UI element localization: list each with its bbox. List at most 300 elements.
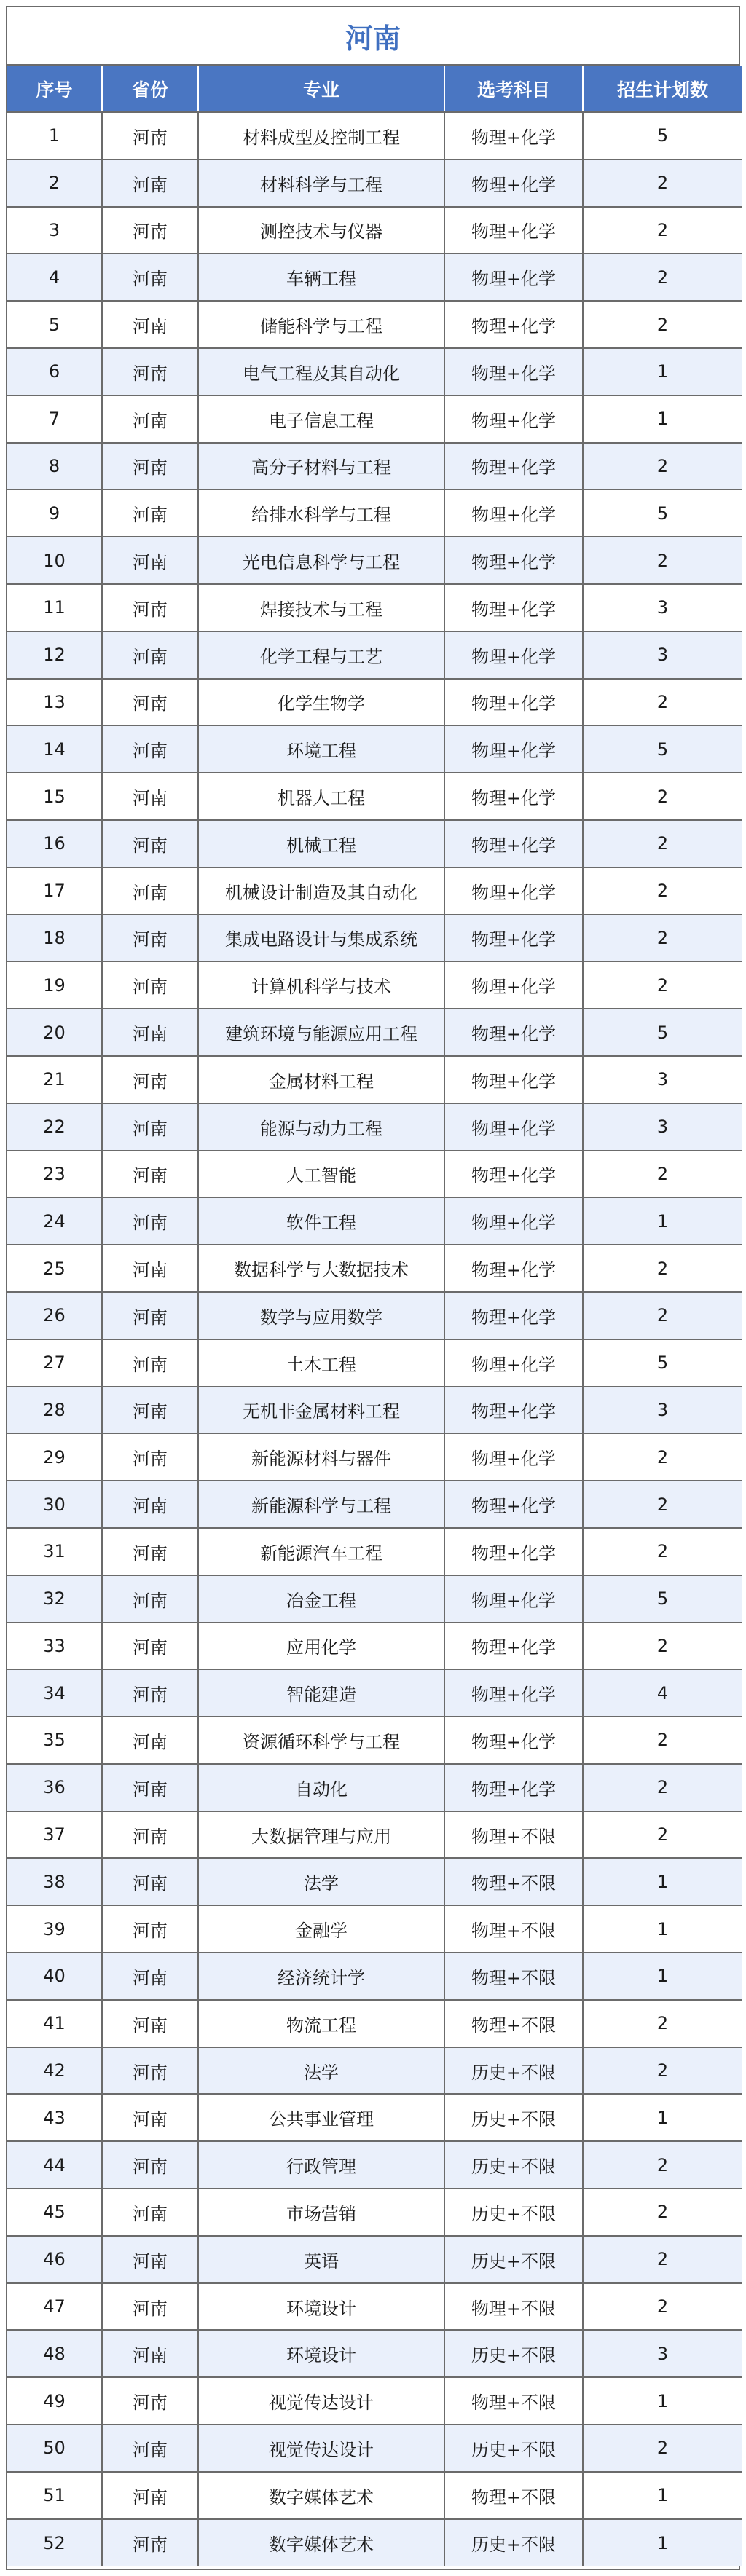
cell-major: 行政管理 <box>198 2141 444 2189</box>
table-row <box>7 2283 742 2331</box>
cell-province: 河南 <box>102 112 198 159</box>
cell-subjects: 物理+化学 <box>444 1056 583 1103</box>
cell-major: 数据科学与大数据技术 <box>198 1245 444 1292</box>
cell-province: 河南 <box>102 2425 198 2472</box>
cell-province: 河南 <box>102 1009 198 1056</box>
cell-province: 河南 <box>102 1669 198 1717</box>
cell-major: 软件工程 <box>198 1197 444 1245</box>
cell-plan-count: 2 <box>583 1151 742 1198</box>
cell-subjects: 物理+化学 <box>444 773 583 820</box>
table-row <box>7 2094 742 2141</box>
cell-plan-count: 2 <box>583 915 742 962</box>
cell-subjects: 物理+化学 <box>444 301 583 348</box>
cell-index: 49 <box>7 2377 102 2425</box>
table-row <box>7 1481 742 1528</box>
cell-major: 机器人工程 <box>198 773 444 820</box>
cell-plan-count: 2 <box>583 961 742 1009</box>
cell-province: 河南 <box>102 2000 198 2047</box>
cell-province: 河南 <box>102 1197 198 1245</box>
table-row <box>7 1245 742 1292</box>
cell-index: 36 <box>7 1764 102 1811</box>
cell-province: 河南 <box>102 2330 198 2377</box>
cell-plan-count: 5 <box>583 725 742 773</box>
cell-subjects: 物理+化学 <box>444 631 583 679</box>
cell-index: 43 <box>7 2094 102 2141</box>
cell-major: 冶金工程 <box>198 1575 444 1623</box>
cell-province: 河南 <box>102 1056 198 1103</box>
table-row <box>7 1433 742 1481</box>
cell-province: 河南 <box>102 489 198 537</box>
cell-index: 48 <box>7 2330 102 2377</box>
cell-plan-count: 2 <box>583 1433 742 1481</box>
cell-province: 河南 <box>102 1717 198 1764</box>
cell-province: 河南 <box>102 207 198 254</box>
cell-plan-count: 2 <box>583 537 742 584</box>
cell-index: 18 <box>7 915 102 962</box>
table-row <box>7 253 742 301</box>
cell-major: 建筑环境与能源应用工程 <box>198 1009 444 1056</box>
table-row <box>7 2330 742 2377</box>
table-row <box>7 584 742 631</box>
cell-index: 8 <box>7 443 102 490</box>
cell-plan-count: 2 <box>583 820 742 867</box>
cell-province: 河南 <box>102 1433 198 1481</box>
cell-index: 50 <box>7 2425 102 2472</box>
cell-subjects: 物理+化学 <box>444 820 583 867</box>
cell-index: 34 <box>7 1669 102 1717</box>
cell-index: 41 <box>7 2000 102 2047</box>
cell-index: 2 <box>7 159 102 207</box>
cell-plan-count: 3 <box>583 1056 742 1103</box>
cell-province: 河南 <box>102 2047 198 2095</box>
header-subjects: 选考科目 <box>444 66 583 112</box>
cell-province: 河南 <box>102 773 198 820</box>
table-row <box>7 1292 742 1339</box>
cell-index: 44 <box>7 2141 102 2189</box>
cell-plan-count: 2 <box>583 253 742 301</box>
cell-subjects: 物理+化学 <box>444 867 583 915</box>
cell-major: 无机非金属材料工程 <box>198 1387 444 1434</box>
cell-major: 环境设计 <box>198 2330 444 2377</box>
cell-major: 焊接技术与工程 <box>198 584 444 631</box>
table-row <box>7 1575 742 1623</box>
cell-subjects: 物理+化学 <box>444 1151 583 1198</box>
cell-major: 人工智能 <box>198 1151 444 1198</box>
table-row <box>7 348 742 395</box>
table-row <box>7 2000 742 2047</box>
cell-plan-count: 1 <box>583 2094 742 2141</box>
table-title: 河南 <box>7 7 739 66</box>
cell-province: 河南 <box>102 1151 198 1198</box>
cell-plan-count: 2 <box>583 1717 742 1764</box>
cell-province: 河南 <box>102 679 198 726</box>
cell-subjects: 物理+化学 <box>444 159 583 207</box>
table-row <box>7 112 742 159</box>
cell-major: 公共事业管理 <box>198 2094 444 2141</box>
cell-subjects: 物理+化学 <box>444 1245 583 1292</box>
table-row <box>7 1387 742 1434</box>
cell-index: 42 <box>7 2047 102 2095</box>
cell-subjects: 物理+化学 <box>444 1387 583 1434</box>
cell-index: 10 <box>7 537 102 584</box>
cell-plan-count: 5 <box>583 1009 742 1056</box>
cell-plan-count: 1 <box>583 348 742 395</box>
table-row <box>7 301 742 348</box>
cell-major: 应用化学 <box>198 1623 444 1670</box>
cell-province: 河南 <box>102 867 198 915</box>
cell-index: 28 <box>7 1387 102 1434</box>
cell-major: 法学 <box>198 2047 444 2095</box>
cell-plan-count: 2 <box>583 2000 742 2047</box>
cell-subjects: 物理+化学 <box>444 1292 583 1339</box>
cell-major: 计算机科学与技术 <box>198 961 444 1009</box>
cell-major: 材料成型及控制工程 <box>198 112 444 159</box>
cell-plan-count: 2 <box>583 1528 742 1575</box>
cell-index: 17 <box>7 867 102 915</box>
cell-plan-count: 2 <box>583 301 742 348</box>
table-row <box>7 679 742 726</box>
cell-plan-count: 2 <box>583 1245 742 1292</box>
cell-major: 材料科学与工程 <box>198 159 444 207</box>
cell-major: 新能源汽车工程 <box>198 1528 444 1575</box>
cell-province: 河南 <box>102 725 198 773</box>
cell-subjects: 物理+化学 <box>444 1009 583 1056</box>
cell-province: 河南 <box>102 1387 198 1434</box>
cell-plan-count: 2 <box>583 2047 742 2095</box>
cell-province: 河南 <box>102 537 198 584</box>
cell-subjects: 物理+化学 <box>444 1528 583 1575</box>
cell-plan-count: 2 <box>583 2425 742 2472</box>
cell-index: 39 <box>7 1905 102 1953</box>
cell-subjects: 物理+化学 <box>444 1481 583 1528</box>
cell-index: 25 <box>7 1245 102 1292</box>
cell-major: 金融学 <box>198 1905 444 1953</box>
cell-major: 测控技术与仪器 <box>198 207 444 254</box>
cell-index: 3 <box>7 207 102 254</box>
cell-index: 15 <box>7 773 102 820</box>
cell-major: 新能源材料与器件 <box>198 1433 444 1481</box>
cell-plan-count: 1 <box>583 2472 742 2519</box>
cell-plan-count: 3 <box>583 631 742 679</box>
cell-major: 新能源科学与工程 <box>198 1481 444 1528</box>
cell-plan-count: 1 <box>583 1953 742 2000</box>
cell-index: 9 <box>7 489 102 537</box>
enrollment-table <box>7 66 742 2566</box>
cell-plan-count: 1 <box>583 2377 742 2425</box>
cell-province: 河南 <box>102 961 198 1009</box>
cell-major: 数字媒体艺术 <box>198 2472 444 2519</box>
cell-index: 13 <box>7 679 102 726</box>
cell-index: 38 <box>7 1858 102 1905</box>
enrollment-table-card <box>6 6 740 2570</box>
cell-index: 12 <box>7 631 102 679</box>
table-row <box>7 2047 742 2095</box>
cell-subjects: 物理+化学 <box>444 1197 583 1245</box>
cell-major: 资源循环科学与工程 <box>198 1717 444 1764</box>
cell-major: 电子信息工程 <box>198 395 444 443</box>
cell-province: 河南 <box>102 301 198 348</box>
cell-subjects: 物理+化学 <box>444 1717 583 1764</box>
cell-subjects: 物理+不限 <box>444 2472 583 2519</box>
cell-subjects: 物理+化学 <box>444 489 583 537</box>
cell-province: 河南 <box>102 1245 198 1292</box>
cell-subjects: 历史+不限 <box>444 2141 583 2189</box>
cell-subjects: 物理+不限 <box>444 1858 583 1905</box>
cell-plan-count: 1 <box>583 395 742 443</box>
cell-plan-count: 2 <box>583 2141 742 2189</box>
cell-major: 经济统计学 <box>198 1953 444 2000</box>
cell-subjects: 物理+化学 <box>444 253 583 301</box>
table-row <box>7 207 742 254</box>
cell-subjects: 历史+不限 <box>444 2189 583 2236</box>
cell-major: 车辆工程 <box>198 253 444 301</box>
cell-province: 河南 <box>102 1292 198 1339</box>
cell-major: 视觉传达设计 <box>198 2425 444 2472</box>
table-row <box>7 1811 742 1859</box>
cell-plan-count: 2 <box>583 159 742 207</box>
cell-index: 11 <box>7 584 102 631</box>
cell-index: 37 <box>7 1811 102 1859</box>
cell-province: 河南 <box>102 2283 198 2331</box>
cell-plan-count: 5 <box>583 1339 742 1387</box>
cell-major: 给排水科学与工程 <box>198 489 444 537</box>
cell-plan-count: 5 <box>583 1575 742 1623</box>
cell-plan-count: 1 <box>583 1197 742 1245</box>
cell-province: 河南 <box>102 1575 198 1623</box>
cell-subjects: 历史+不限 <box>444 2047 583 2095</box>
cell-plan-count: 2 <box>583 1292 742 1339</box>
cell-major: 市场营销 <box>198 2189 444 2236</box>
table-row <box>7 1056 742 1103</box>
cell-subjects: 物理+化学 <box>444 725 583 773</box>
cell-major: 金属材料工程 <box>198 1056 444 1103</box>
cell-index: 29 <box>7 1433 102 1481</box>
cell-subjects: 物理+不限 <box>444 2000 583 2047</box>
header-major: 专业 <box>198 66 444 112</box>
table-row <box>7 2377 742 2425</box>
cell-subjects: 物理+化学 <box>444 915 583 962</box>
cell-subjects: 物理+不限 <box>444 1811 583 1859</box>
cell-province: 河南 <box>102 2141 198 2189</box>
cell-subjects: 物理+化学 <box>444 679 583 726</box>
cell-plan-count: 2 <box>583 1623 742 1670</box>
table-row <box>7 2189 742 2236</box>
cell-plan-count: 2 <box>583 1811 742 1859</box>
table-row <box>7 961 742 1009</box>
cell-major: 数学与应用数学 <box>198 1292 444 1339</box>
cell-province: 河南 <box>102 1811 198 1859</box>
cell-major: 土木工程 <box>198 1339 444 1387</box>
cell-subjects: 历史+不限 <box>444 2094 583 2141</box>
cell-province: 河南 <box>102 584 198 631</box>
cell-subjects: 物理+化学 <box>444 584 583 631</box>
cell-subjects: 物理+化学 <box>444 1433 583 1481</box>
cell-subjects: 物理+化学 <box>444 348 583 395</box>
cell-province: 河南 <box>102 1103 198 1151</box>
table-row <box>7 2472 742 2519</box>
table-row <box>7 1858 742 1905</box>
table-row <box>7 1009 742 1056</box>
cell-plan-count: 5 <box>583 489 742 537</box>
cell-subjects: 物理+化学 <box>444 1764 583 1811</box>
cell-province: 河南 <box>102 1858 198 1905</box>
cell-index: 32 <box>7 1575 102 1623</box>
cell-subjects: 物理+不限 <box>444 1953 583 2000</box>
cell-plan-count: 2 <box>583 773 742 820</box>
cell-index: 46 <box>7 2236 102 2283</box>
cell-index: 40 <box>7 1953 102 2000</box>
cell-province: 河南 <box>102 253 198 301</box>
cell-index: 14 <box>7 725 102 773</box>
table-row <box>7 395 742 443</box>
cell-index: 52 <box>7 2519 102 2567</box>
cell-province: 河南 <box>102 631 198 679</box>
cell-index: 24 <box>7 1197 102 1245</box>
cell-plan-count: 2 <box>583 2189 742 2236</box>
cell-subjects: 物理+不限 <box>444 2283 583 2331</box>
cell-plan-count: 3 <box>583 584 742 631</box>
cell-major: 化学工程与工艺 <box>198 631 444 679</box>
table-row <box>7 820 742 867</box>
table-row <box>7 1528 742 1575</box>
cell-plan-count: 1 <box>583 1858 742 1905</box>
header-plan-count: 招生计划数 <box>583 66 742 112</box>
cell-index: 20 <box>7 1009 102 1056</box>
cell-major: 储能科学与工程 <box>198 301 444 348</box>
cell-major: 高分子材料与工程 <box>198 443 444 490</box>
cell-province: 河南 <box>102 2189 198 2236</box>
cell-major: 环境设计 <box>198 2283 444 2331</box>
table-row <box>7 2236 742 2283</box>
cell-index: 35 <box>7 1717 102 1764</box>
cell-major: 光电信息科学与工程 <box>198 537 444 584</box>
cell-major: 机械设计制造及其自动化 <box>198 867 444 915</box>
header-row <box>7 66 742 112</box>
cell-index: 4 <box>7 253 102 301</box>
cell-plan-count: 3 <box>583 1387 742 1434</box>
cell-province: 河南 <box>102 820 198 867</box>
cell-index: 5 <box>7 301 102 348</box>
table-row <box>7 773 742 820</box>
cell-plan-count: 2 <box>583 2236 742 2283</box>
cell-province: 河南 <box>102 348 198 395</box>
cell-province: 河南 <box>102 1528 198 1575</box>
cell-major: 集成电路设计与集成系统 <box>198 915 444 962</box>
cell-subjects: 历史+不限 <box>444 2330 583 2377</box>
cell-subjects: 物理+化学 <box>444 961 583 1009</box>
table-row <box>7 1669 742 1717</box>
cell-subjects: 物理+化学 <box>444 1103 583 1151</box>
cell-index: 31 <box>7 1528 102 1575</box>
cell-major: 能源与动力工程 <box>198 1103 444 1151</box>
table-row <box>7 1623 742 1670</box>
cell-index: 16 <box>7 820 102 867</box>
table-row <box>7 443 742 490</box>
table-row <box>7 1339 742 1387</box>
cell-subjects: 物理+化学 <box>444 1575 583 1623</box>
cell-province: 河南 <box>102 159 198 207</box>
cell-index: 22 <box>7 1103 102 1151</box>
cell-province: 河南 <box>102 443 198 490</box>
cell-major: 机械工程 <box>198 820 444 867</box>
table-row <box>7 1197 742 1245</box>
cell-major: 环境工程 <box>198 725 444 773</box>
table-row <box>7 1103 742 1151</box>
cell-subjects: 物理+不限 <box>444 2377 583 2425</box>
cell-index: 19 <box>7 961 102 1009</box>
cell-index: 23 <box>7 1151 102 1198</box>
cell-province: 河南 <box>102 1953 198 2000</box>
cell-subjects: 物理+化学 <box>444 1669 583 1717</box>
table-row <box>7 631 742 679</box>
cell-subjects: 物理+化学 <box>444 443 583 490</box>
table-row <box>7 867 742 915</box>
cell-major: 自动化 <box>198 1764 444 1811</box>
cell-major: 视觉传达设计 <box>198 2377 444 2425</box>
cell-plan-count: 2 <box>583 679 742 726</box>
cell-subjects: 物理+化学 <box>444 395 583 443</box>
cell-index: 45 <box>7 2189 102 2236</box>
cell-plan-count: 2 <box>583 207 742 254</box>
cell-index: 21 <box>7 1056 102 1103</box>
cell-index: 6 <box>7 348 102 395</box>
cell-index: 1 <box>7 112 102 159</box>
cell-major: 电气工程及其自动化 <box>198 348 444 395</box>
cell-subjects: 历史+不限 <box>444 2425 583 2472</box>
cell-plan-count: 3 <box>583 2330 742 2377</box>
cell-province: 河南 <box>102 1481 198 1528</box>
cell-plan-count: 2 <box>583 2283 742 2331</box>
cell-subjects: 物理+化学 <box>444 537 583 584</box>
cell-plan-count: 5 <box>583 112 742 159</box>
cell-plan-count: 1 <box>583 2519 742 2567</box>
table-row <box>7 1764 742 1811</box>
cell-subjects: 物理+化学 <box>444 112 583 159</box>
cell-plan-count: 4 <box>583 1669 742 1717</box>
table-row <box>7 537 742 584</box>
table-row <box>7 1953 742 2000</box>
cell-major: 化学生物学 <box>198 679 444 726</box>
cell-index: 30 <box>7 1481 102 1528</box>
cell-province: 河南 <box>102 915 198 962</box>
cell-province: 河南 <box>102 1623 198 1670</box>
cell-index: 7 <box>7 395 102 443</box>
cell-major: 数字媒体艺术 <box>198 2519 444 2567</box>
table-row <box>7 1717 742 1764</box>
table-row <box>7 2519 742 2567</box>
table-row <box>7 489 742 537</box>
cell-plan-count: 2 <box>583 1764 742 1811</box>
table-row <box>7 2425 742 2472</box>
cell-subjects: 历史+不限 <box>444 2236 583 2283</box>
cell-index: 33 <box>7 1623 102 1670</box>
table-row <box>7 2141 742 2189</box>
cell-plan-count: 2 <box>583 443 742 490</box>
cell-province: 河南 <box>102 2377 198 2425</box>
table-row <box>7 915 742 962</box>
cell-major: 物流工程 <box>198 2000 444 2047</box>
cell-subjects: 物理+不限 <box>444 1905 583 1953</box>
cell-province: 河南 <box>102 2472 198 2519</box>
table-row <box>7 159 742 207</box>
table-row <box>7 725 742 773</box>
table-row <box>7 1905 742 1953</box>
header-province: 省份 <box>102 66 198 112</box>
cell-province: 河南 <box>102 395 198 443</box>
cell-plan-count: 2 <box>583 867 742 915</box>
header-index: 序号 <box>7 66 102 112</box>
cell-major: 智能建造 <box>198 1669 444 1717</box>
